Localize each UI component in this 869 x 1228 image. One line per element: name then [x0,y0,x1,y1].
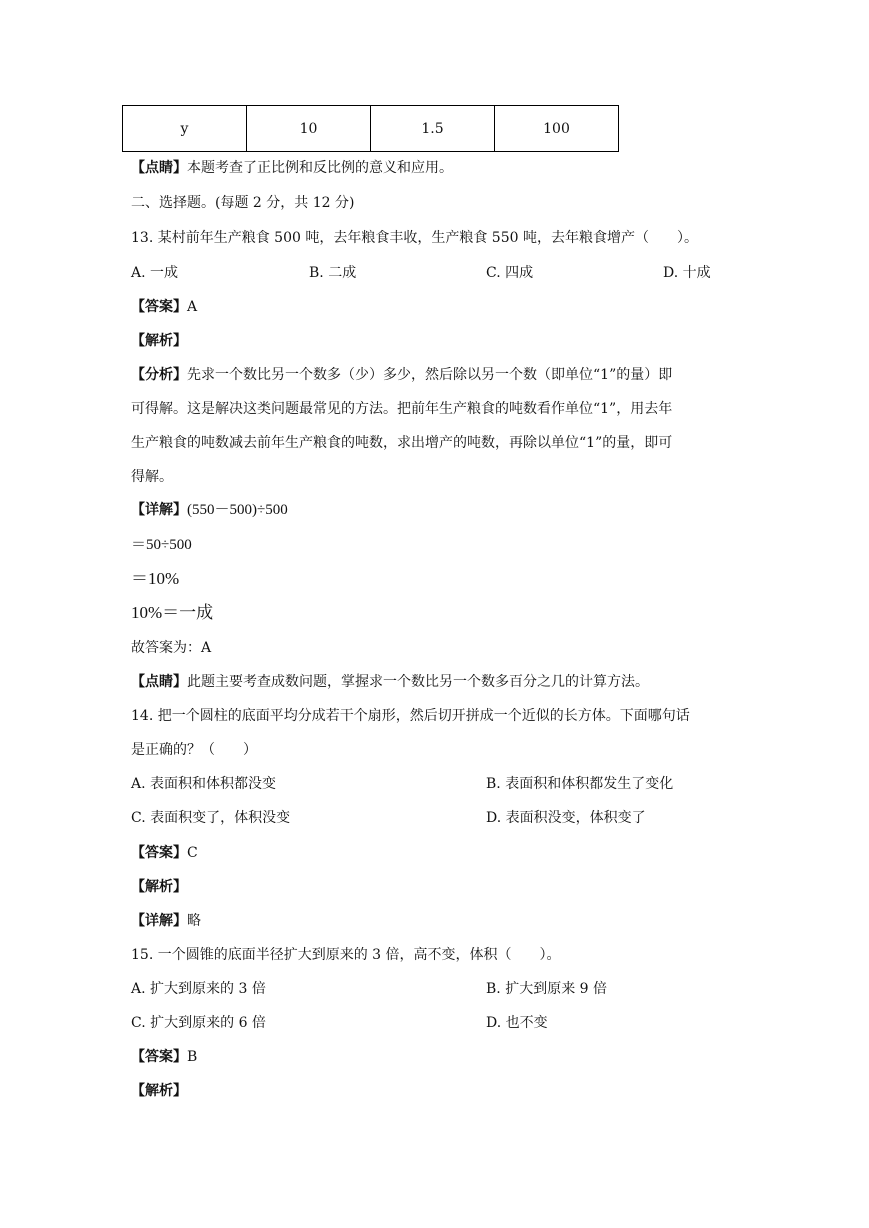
q14-analysis-tag: 【解析】 [131,879,187,895]
q13-option-b: B. 二成 [309,265,357,281]
q15-analysis-tag: 【解析】 [131,1083,187,1099]
q14-stem-line-1: 14. 把一个圆柱的底面平均分成若干个扇形，然后切开拼成一个近似的长方体。下面哪句话 [131,708,690,724]
dianjing-tag: 【点睛】 [131,674,187,690]
answer-value: B [187,1049,198,1065]
fenxi-tag: 【分析】 [131,367,187,383]
note-text: 本题考查了正比例和反比例的意义和应用。 [187,160,453,176]
q13-answer [131,297,197,317]
detail-tag: 【详解】 [131,913,187,929]
q15-stem: 15. 一个圆锥的底面半径扩大到原来的 3 倍，高不变，体积（ ）。 [131,947,561,963]
q13-detail-line-4: 10%＝一成 [131,603,214,622]
table-cell: 10 [247,106,371,152]
q14-detail [131,911,201,931]
q13-option-d: D. 十成 [663,265,711,281]
detail-math: (550－500)÷500 [187,502,288,518]
q15-option-a: A. 扩大到原来的 3 倍 [131,981,266,997]
q13-analysis-tag: 【解析】 [131,333,187,349]
table-row [123,106,619,152]
answer-tag: 【答案】 [131,1049,187,1065]
q14-option-d: D. 表面积没变，体积变了 [486,810,646,826]
q13-detail-line-2: ＝50÷500 [131,537,192,553]
q15-option-d: D. 也不变 [486,1015,548,1031]
q14-stem-line-2: 是正确的？（ ） [131,742,257,758]
answer-tag: 【答案】 [131,845,187,861]
data-table [122,105,619,152]
q14-option-b: B. 表面积和体积都发生了变化 [486,776,674,792]
q15-answer [131,1047,197,1067]
q13-option-c: C. 四成 [486,265,534,281]
q15-option-b: B. 扩大到原来 9 倍 [486,981,607,997]
detail-text: 略 [187,913,201,929]
section-heading: 二、选择题。(每题 2 分，共 12 分) [131,195,355,211]
q13-fenxi-line-3: 生产粮食的吨数减去前年生产粮食的吨数，求出增产的吨数，再除以单位“1”的量，即可 [131,435,673,451]
q13-detail-line-3: ＝10% [131,569,180,588]
q13-stem: 13. 某村前年生产粮食 500 吨，去年粮食丰收，生产粮食 550 吨，去年粮食增产（ ）。 [131,230,698,246]
q13-conclusion: 故答案为：A [131,640,212,656]
detail-tag: 【详解】 [131,502,187,518]
answer-value: C [187,845,198,861]
table-cell: 100 [495,106,619,152]
table-cell: 1.5 [371,106,495,152]
dianjing-text: 此题主要考查成数问题，掌握求一个数比另一个数多百分之几的计算方法。 [187,674,649,690]
fenxi-text: 先求一个数比另一个数多（少）多少，然后除以另一个数（即单位“1”的量）即 [187,367,673,383]
note-line [131,158,453,178]
q13-fenxi-line-2: 可得解。这是解决这类问题最常见的方法。把前年生产粮食的吨数看作单位“1”，用去年 [131,401,673,417]
note-tag: 【点睛】 [131,160,187,176]
q15-option-c: C. 扩大到原来的 6 倍 [131,1015,266,1031]
q13-fenxi-line-4: 得解。 [131,469,173,485]
q13-option-a: A. 一成 [131,265,179,281]
q13-dianjing [131,672,649,692]
q13-fenxi-line-1 [131,365,672,385]
q14-option-c: C. 表面积变了，体积没变 [131,810,291,826]
q14-option-a: A. 表面积和体积都没变 [131,776,277,792]
table-cell: y [123,106,247,152]
q14-answer [131,843,198,863]
answer-value: A [187,299,198,315]
q13-detail-line-1 [131,500,288,520]
answer-tag: 【答案】 [131,299,187,315]
